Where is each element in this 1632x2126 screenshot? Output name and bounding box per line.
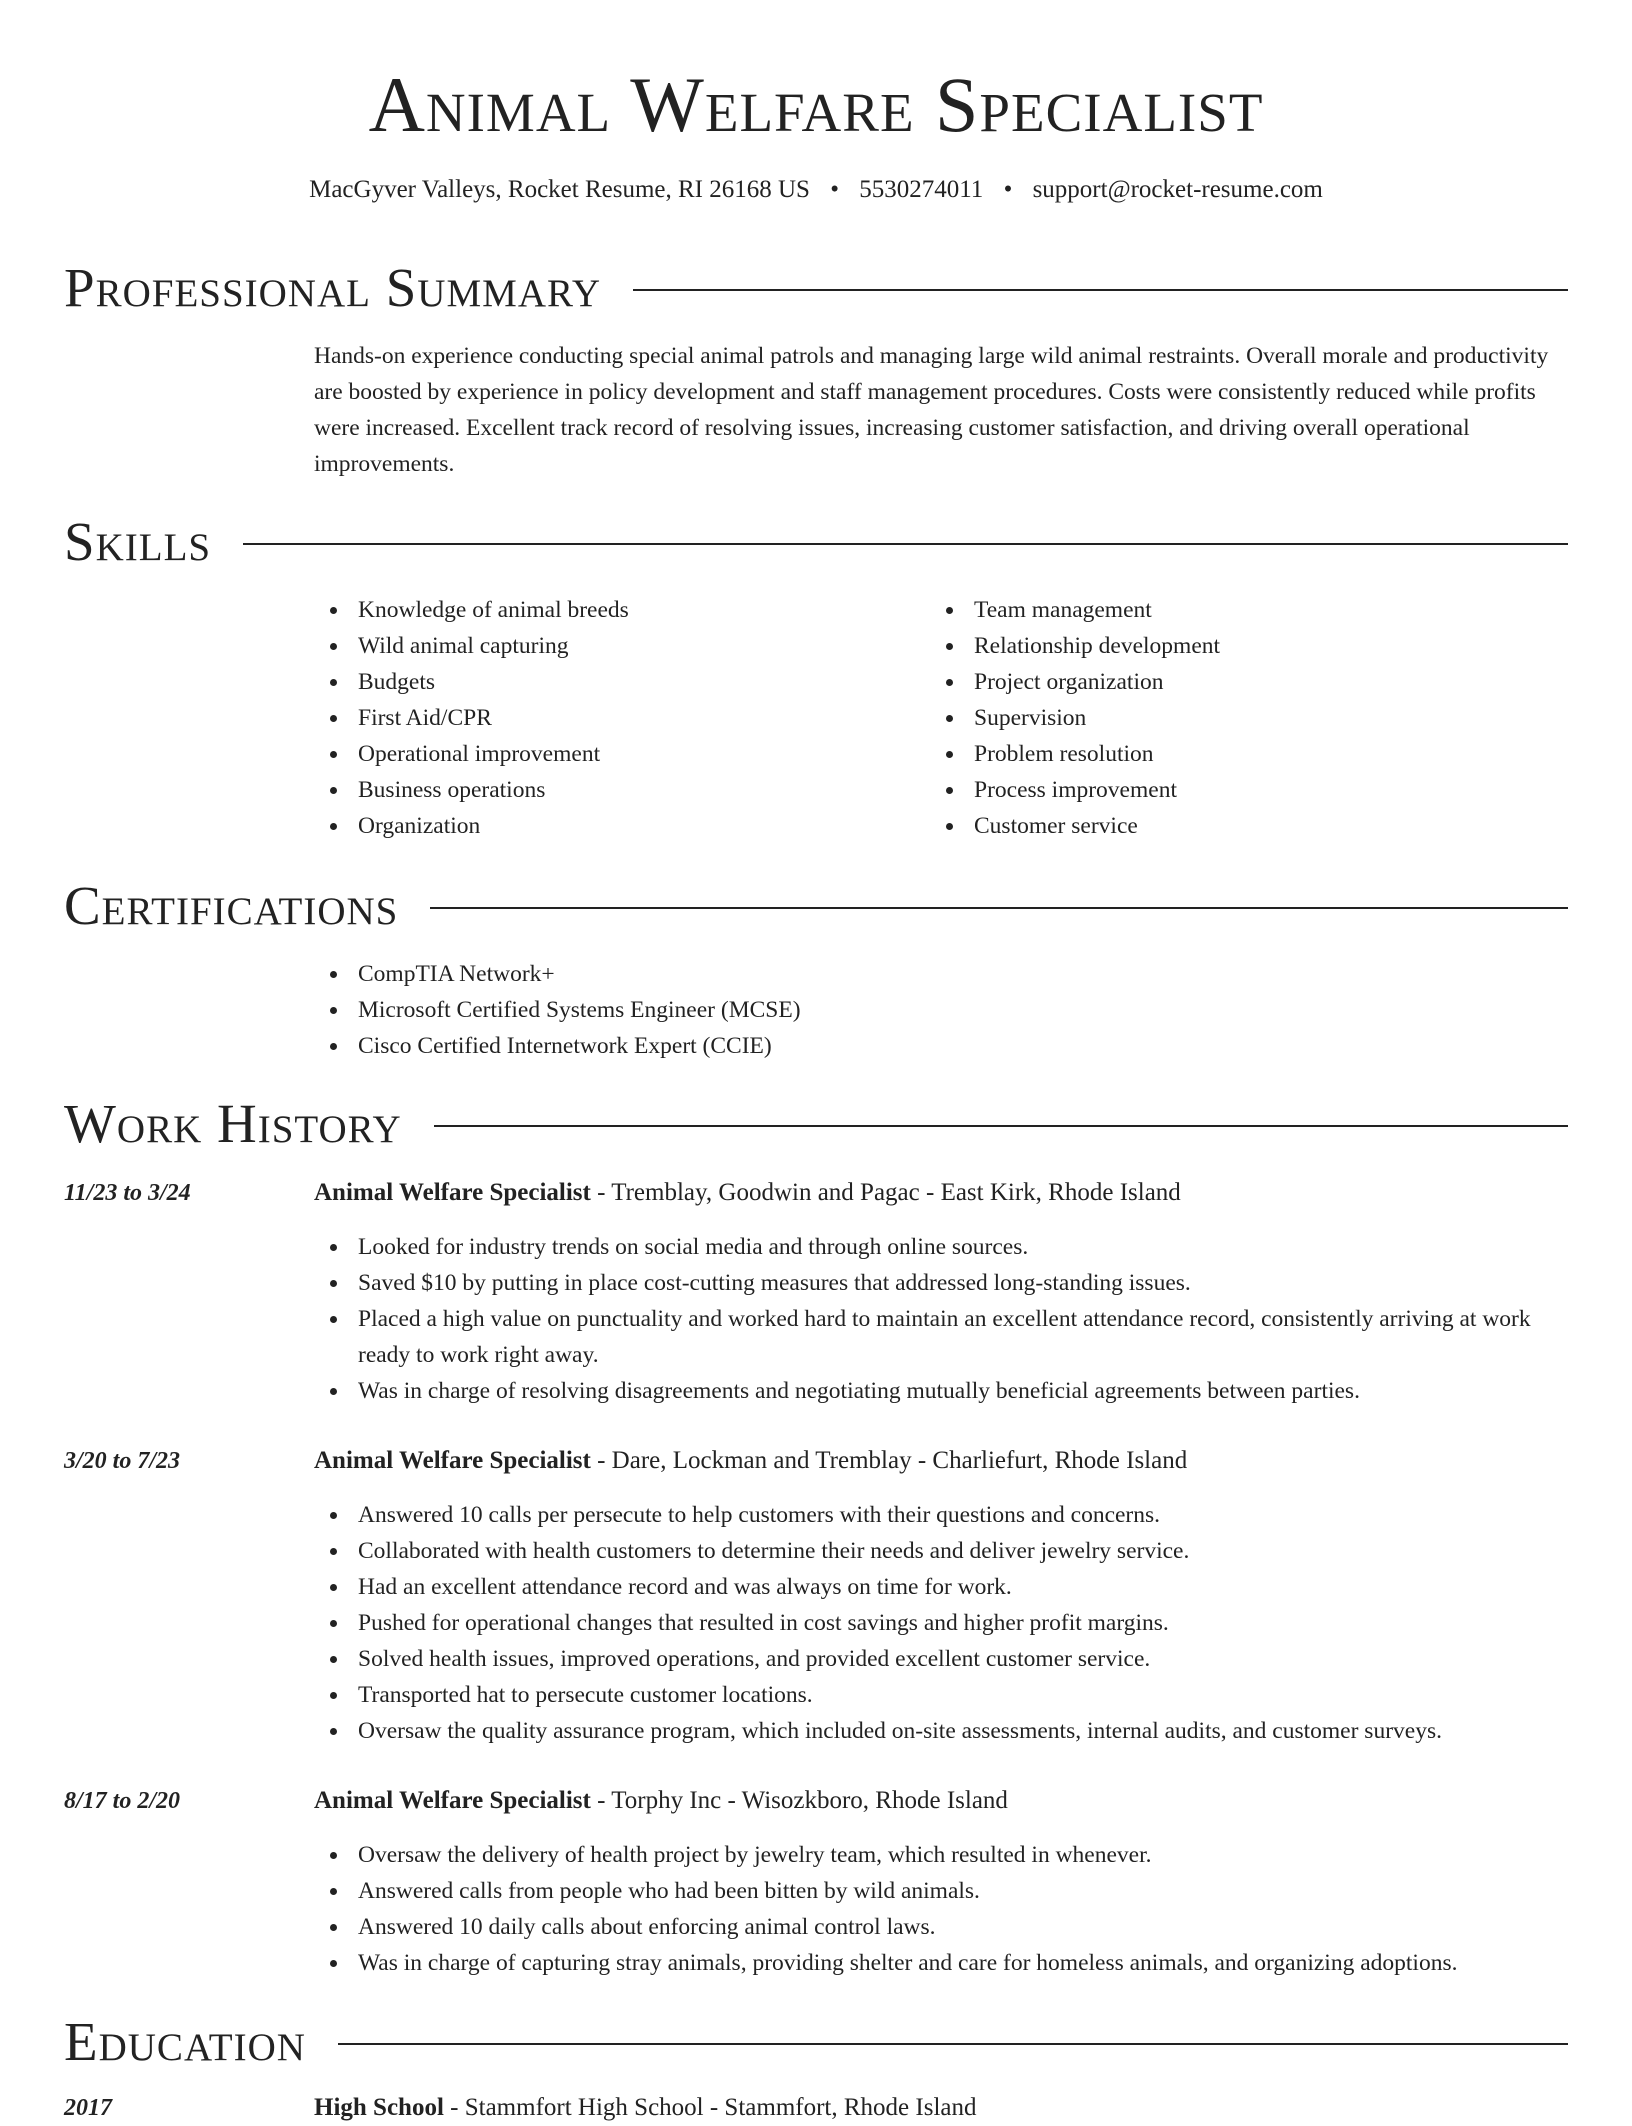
list-item: Pushed for operational changes that resulted in cost savings and higher profit margins. [314,1605,1568,1641]
section-education-header [64,2010,1568,2074]
skills-list [314,592,914,844]
contact-separator: • [1003,176,1013,203]
job-title: Animal Welfare Specialist [314,1787,591,1814]
certifications-list [314,956,1568,1064]
list-item: Looked for industry trends on social media and through online sources. [314,1229,1568,1265]
section-title: Work History [64,1093,402,1154]
section-skills-header [64,510,1568,574]
list-item: Process improvement [930,772,1530,808]
list-item: Microsoft Certified Systems Engineer (MCSE) [314,992,1568,1028]
list-item: Saved $10 by putting in place cost-cutting measures that addressed long-standing issues. [314,1265,1568,1301]
section-title: Skills [64,511,212,572]
section-work-header [64,1092,1568,1156]
section-title: Professional Summary [64,257,602,318]
list-item: Was in charge of resolving disagreements and negotiating mutually beneficial agreements between parties. [314,1373,1568,1409]
job-date: 11/23 to 3/24 [64,1180,191,1206]
education-school: - Stammfort High School - Stammfort, Rhode Island [443,2094,977,2121]
list-item: Knowledge of animal breeds [314,592,914,628]
list-item: Supervision [930,700,1530,736]
list-item: Cisco Certified Internetwork Expert (CCIE) [314,1028,1568,1064]
education-degree: High School [314,2094,444,2121]
section-divider [434,1125,1568,1127]
list-item: Organization [314,808,914,844]
list-item: Relationship development [930,628,1530,664]
job-date: 8/17 to 2/20 [64,1788,181,1814]
job-bullets [314,1497,1568,1749]
summary-text: Hands-on experience conducting special animal patrols and managing large wild animal restraints. Overall morale and productivity are boosted by experience in policy development and staff management procedures. Costs were consistently reduced while profits were increased. Excellent track record of resolving issues, increasing customer satisfaction, and driving overall operational improvements. [314,343,1549,477]
list-item: Had an excellent attendance record and was always on time for work. [314,1569,1568,1605]
list-item: Answered calls from people who had been bitten by wild animals. [314,1873,1568,1909]
list-item: Operational improvement [314,736,914,772]
resume-name-title: Animal Welfare Specialist [368,61,1264,148]
skills-column-right [930,592,1530,844]
list-item: Oversaw the delivery of health project by jewelry team, which resulted in whenever. [314,1837,1568,1873]
list-item: Budgets [314,664,914,700]
job-heading [314,1783,1568,1819]
job-employer: - Tremblay, Goodwin and Pagac - East Kirk, Rhode Island [590,1179,1181,1206]
contact-line [0,174,1632,206]
list-item: Project organization [930,664,1530,700]
list-item: Answered 10 calls per persecute to help customers with their questions and concerns. [314,1497,1568,1533]
job-title: Animal Welfare Specialist [314,1179,591,1206]
section-divider [243,543,1568,545]
list-item: Business operations [314,772,914,808]
list-item: Solved health issues, improved operations, and provided excellent customer service. [314,1641,1568,1677]
list-item: Answered 10 daily calls about enforcing animal control laws. [314,1909,1568,1945]
section-title: Education [64,2011,306,2072]
job-bullets [314,1837,1568,1981]
list-item: Problem resolution [930,736,1530,772]
list-item: First Aid/CPR [314,700,914,736]
contact-address: MacGyver Valleys, Rocket Resume, RI 26168 US [309,176,810,203]
job-employer: - Torphy Inc - Wisozkboro, Rhode Island [590,1787,1008,1814]
education-date: 2017 [64,2095,112,2121]
list-item: Placed a high value on punctuality and worked hard to maintain an excellent attendance record, consistently arriving at work ready to work right away. [314,1301,1568,1373]
list-item: Transported hat to persecute customer locations. [314,1677,1568,1713]
skills-list [930,592,1530,844]
section-summary-header [64,256,1568,320]
section-certifications-header [64,874,1568,938]
job-heading [314,1175,1568,1211]
list-item: Collaborated with health customers to determine their needs and deliver jewelry service. [314,1533,1568,1569]
list-item: Team management [930,592,1530,628]
list-item: Wild animal capturing [314,628,914,664]
section-divider [338,2043,1568,2045]
job-bullets [314,1229,1568,1409]
contact-separator: • [830,176,839,203]
section-title: Certifications [64,875,399,936]
contact-phone: 5530274011 [859,176,984,203]
job-title: Animal Welfare Specialist [314,1447,591,1474]
skills-column-left [314,592,914,844]
certifications-block [314,956,1568,1064]
education-heading [314,2090,1568,2126]
job-heading [314,1443,1568,1479]
job-date: 3/20 to 7/23 [64,1448,181,1474]
list-item: Oversaw the quality assurance program, which included on-site assessments, internal audits, and customer surveys. [314,1713,1568,1749]
list-item: CompTIA Network+ [314,956,1568,992]
contact-email: support@rocket-resume.com [1032,176,1323,203]
list-item: Customer service [930,808,1530,844]
job-employer: - Dare, Lockman and Tremblay - Charliefurt, Rhode Island [590,1447,1188,1474]
list-item: Was in charge of capturing stray animals, providing shelter and care for homeless animals, and organizing adoptions. [314,1945,1568,1981]
section-divider [633,289,1568,291]
section-divider [430,907,1568,909]
